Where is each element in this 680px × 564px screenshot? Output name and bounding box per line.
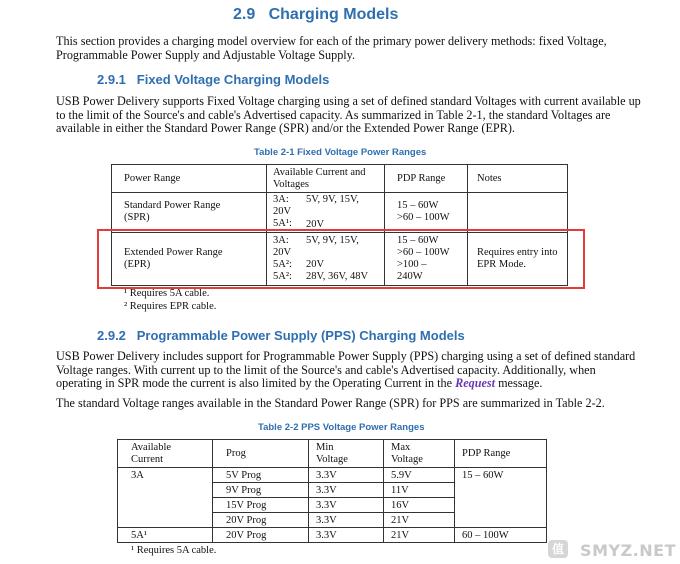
table-2-1-footnote-2: ² Requires EPR cable. <box>124 301 217 312</box>
spr-pdp-1: 15 – 60W <box>397 200 439 211</box>
subsection-number: 2.9.2 <box>97 328 126 343</box>
row-5a-pdp: 60 – 100W <box>462 530 509 541</box>
pps-line-3-end: message. <box>495 376 543 390</box>
pps-ranges-paragraph: The standard Voltage ranges available in the Standard Power Range (SPR) for PPS are summarized in Table 2-2. <box>56 396 605 410</box>
row-5a-max: 21V <box>391 530 410 541</box>
row-5a-prog: 20V Prog <box>226 530 267 541</box>
row-prog: 15V Prog <box>226 500 267 511</box>
epr-pdp-4: 240W <box>397 271 423 282</box>
group-3a-pdp: 15 – 60W <box>462 470 504 481</box>
epr-note-2: EPR Mode. <box>477 259 527 270</box>
spr-pdp-2: >60 – 100W <box>397 212 450 223</box>
row-5a-current: 5A¹ <box>131 530 147 541</box>
row-max: 11V <box>391 485 409 496</box>
header-max: Max <box>391 442 411 453</box>
row-prog: 5V Prog <box>226 470 262 481</box>
header-prog: Prog <box>226 448 246 459</box>
epr-current-5a-2: 5A²: <box>273 271 292 282</box>
spr-range-label: Standard Power Range <box>124 200 221 211</box>
intro-paragraph: This section provides a charging model overview for each of the primary power delivery methods: fixed Voltage, Programmable Power Supply and Adjustable Voltage Supply. <box>56 34 607 62</box>
epr-note-1: Requires entry into <box>477 247 558 258</box>
epr-voltages-2: 20V <box>273 247 292 258</box>
pps-paragraph-line-1: USB Power Delivery includes support for Programmable Power Supply (PPS) charging using a set of defined standard <box>56 349 636 363</box>
subsection-title: Fixed Voltage Charging Models <box>136 72 330 87</box>
epr-voltages-1: 5V, 9V, 15V, <box>306 235 359 246</box>
subsection-number: 2.9.1 <box>97 72 126 87</box>
spr-range-abbrev: (SPR) <box>124 212 150 223</box>
row-max: 5.9V <box>391 470 412 481</box>
pps-paragraph-line-2: Voltage ranges. With current up to the limit of the Source's and cable's Advertised capacity. Additionally, when <box>56 362 596 377</box>
epr-current-5a-1: 5A²: <box>273 259 292 270</box>
header-voltages: Voltages <box>273 179 309 190</box>
fixed-voltage-paragraph: USB Power Delivery supports Fixed Voltage charging using a set of defined standard Voltages with current available up to the limit of the Source's and cable's Advertised capacity. As summarized in Table 2-1, the standard Voltages are available in either the Standard Power Range (SPR) and/or the Extended Power Range (EPR). <box>56 94 641 135</box>
row-min: 3.3V <box>316 515 337 526</box>
table-2-1-footnote-1: ¹ Requires 5A cable. <box>124 288 210 299</box>
spr-voltages-1: 5V, 9V, 15V, <box>306 194 359 205</box>
spr-voltages-3: 20V <box>306 219 325 230</box>
request-keyword: Request <box>455 376 496 390</box>
header-pdp-range: PDP Range <box>462 448 511 459</box>
epr-voltages-3: 20V <box>306 259 325 270</box>
row-min: 3.3V <box>316 470 337 481</box>
header-pdp-range: PDP Range <box>397 173 446 184</box>
row-min: 3.3V <box>316 500 337 511</box>
pps-line-3-text: operating in SPR mode the current is also limited by the Operating Current in the <box>56 376 456 390</box>
epr-current-3a: 3A: <box>273 235 289 246</box>
row-min: 3.3V <box>316 485 337 496</box>
header-current: Current <box>131 454 164 465</box>
spr-current-5a: 5A¹: <box>273 218 292 229</box>
section-number: 2.9 <box>233 6 256 23</box>
header-min: Min <box>316 442 334 453</box>
subsection-title: Programmable Power Supply (PPS) Charging Models <box>136 328 465 343</box>
row-prog: 20V Prog <box>226 515 267 526</box>
row-max: 21V <box>391 515 410 526</box>
table-2-2-footnote: ¹ Requires 5A cable. <box>131 545 217 556</box>
section-title: Charging Models <box>268 6 399 23</box>
table-caption-2-2: Table 2-2 PPS Voltage Power Ranges <box>258 422 425 433</box>
epr-range-label: Extended Power Range <box>124 247 223 258</box>
header-max-voltage: Voltage <box>391 454 423 465</box>
epr-pdp-2: >60 – 100W <box>397 247 450 258</box>
row-max: 16V <box>391 500 410 511</box>
epr-range-abbrev: (EPR) <box>124 259 151 270</box>
row-5a-min: 3.3V <box>316 530 337 541</box>
watermark-text: SMYZ.NET <box>580 541 676 560</box>
header-available: Available <box>131 442 172 453</box>
row-prog: 9V Prog <box>226 485 262 496</box>
header-min-voltage: Voltage <box>316 454 348 465</box>
watermark-badge: 值 <box>548 540 568 558</box>
epr-pdp-1: 15 – 60W <box>397 235 439 246</box>
table-caption-2-1: Table 2-1 Fixed Voltage Power Ranges <box>254 147 427 158</box>
spr-voltages-2: 20V <box>273 206 292 217</box>
spr-current-3a: 3A: <box>273 194 289 205</box>
header-notes: Notes <box>477 173 502 184</box>
epr-pdp-3: >100 – <box>397 259 427 270</box>
header-available-current: Available Current and <box>273 167 366 178</box>
group-3a-current: 3A <box>131 470 144 481</box>
header-power-range: Power Range <box>124 173 181 184</box>
epr-voltages-4: 28V, 36V, 48V <box>306 271 369 282</box>
